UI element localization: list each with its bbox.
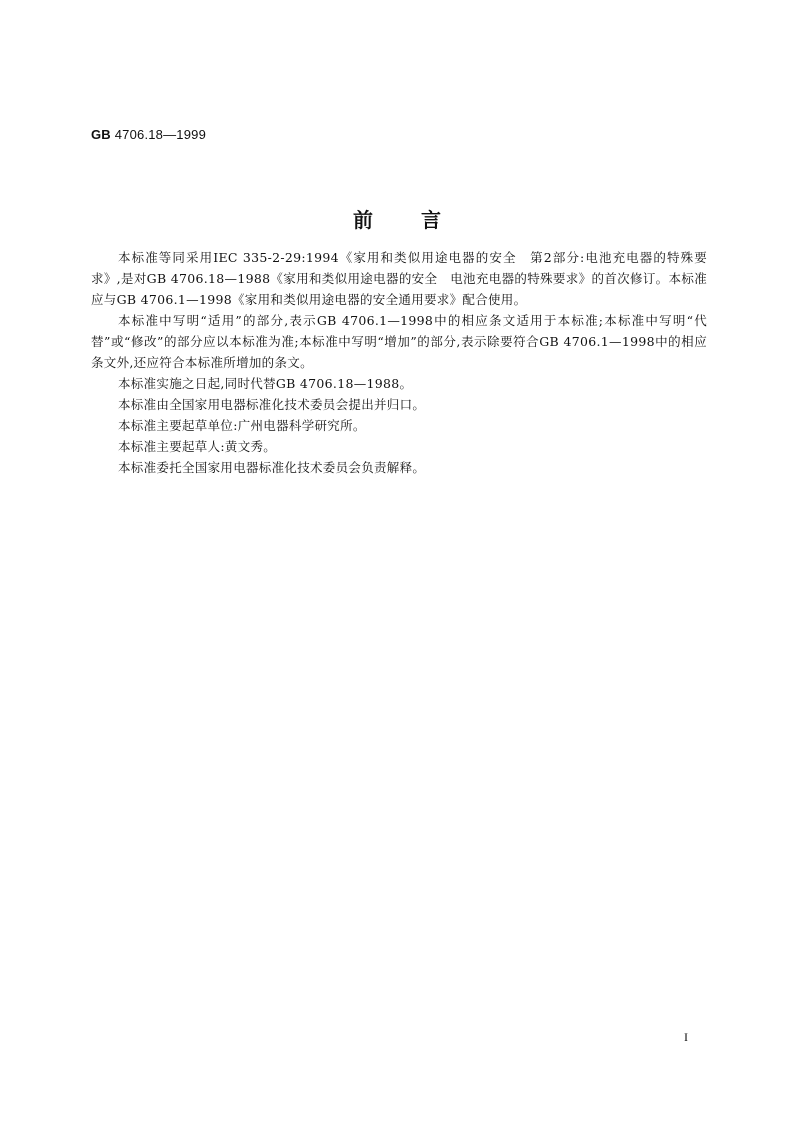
paragraph-adoption: 本标准等同采用IEC 335-2-29:1994《家用和类似用途电器的安全 第2部分:电池充电器的特殊要求》,是对GB 4706.18—1988《家用和类似用途电器的安全 电池充电器的特殊要求》的首次修订。本标准应与GB 4706.1—1998《家用和类似用途电器的安全通用要求》配合使用。 — [91, 250, 707, 307]
page-title: 前言 — [353, 208, 489, 232]
foreword-body — [91, 247, 707, 478]
standard-prefix: GB — [91, 127, 111, 142]
page-number: I — [684, 1030, 688, 1044]
standard-number — [91, 127, 206, 142]
paragraph-interpretation: 本标准委托全国家用电器标准化技术委员会负责解释。 — [118, 460, 426, 475]
paragraph-drafting-unit: 本标准主要起草单位:广州电器科学研究所。 — [118, 418, 366, 433]
paragraph-drafter: 本标准主要起草人:黄文秀。 — [118, 439, 277, 454]
standard-code: 4706.18—1999 — [114, 127, 207, 142]
paragraph-replacement: 本标准实施之日起,同时代替GB 4706.18—1988。 — [118, 376, 413, 391]
paragraph-applicability: 本标准中写明“适用”的部分,表示GB 4706.1—1998中的相应条文适用于本标准;本标准中写明“代替”或“修改”的部分应以本标准为准;本标准中写明“增加”的部分,表示除要符合GB 4706.1—1998中的相应条文外,还应符合本标准所增加的条文。 — [91, 313, 707, 370]
paragraph-proposer: 本标准由全国家用电器标准化技术委员会提出并归口。 — [118, 397, 426, 412]
